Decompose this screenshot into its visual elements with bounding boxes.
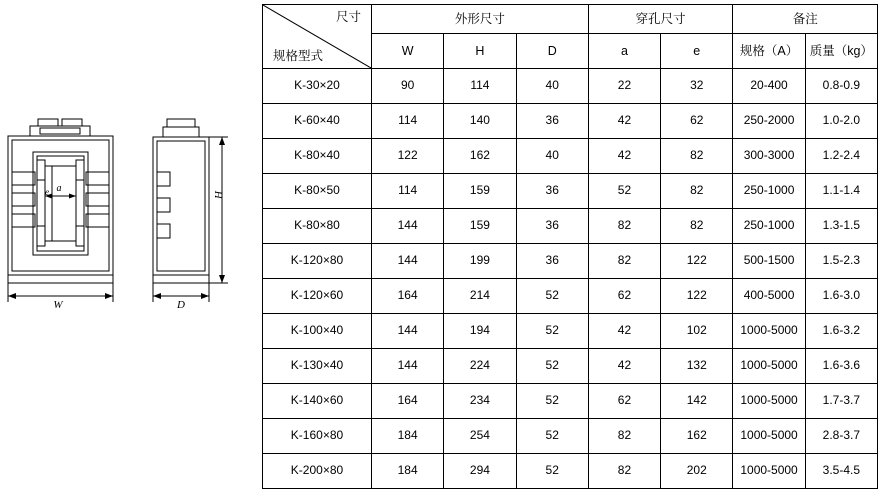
table-row bbox=[263, 384, 878, 419]
cell-mass: 1.7-3.7 bbox=[805, 384, 877, 419]
cell-D: 40 bbox=[516, 69, 588, 104]
cell-W: 144 bbox=[372, 209, 444, 244]
label-W: W bbox=[53, 299, 63, 311]
cell-e: 132 bbox=[661, 349, 733, 384]
cell-e: 82 bbox=[661, 139, 733, 174]
corner-label-top: 尺寸 bbox=[335, 10, 361, 24]
cell-mass: 2.8-3.7 bbox=[805, 419, 877, 454]
cell-e: 82 bbox=[661, 174, 733, 209]
cell-e: 122 bbox=[661, 279, 733, 314]
cell-model: K-200×80 bbox=[263, 454, 372, 489]
spec-table bbox=[262, 4, 878, 489]
cell-a: 82 bbox=[588, 244, 660, 279]
cell-current-spec: 400-5000 bbox=[733, 279, 805, 314]
table-row bbox=[263, 349, 878, 384]
cell-model: K-80×80 bbox=[263, 209, 372, 244]
table-row bbox=[263, 69, 878, 104]
cell-D: 36 bbox=[516, 174, 588, 209]
cell-mass: 1.2-2.4 bbox=[805, 139, 877, 174]
cell-a: 62 bbox=[588, 279, 660, 314]
cell-W: 164 bbox=[372, 279, 444, 314]
drawing-svg bbox=[0, 0, 262, 463]
cell-model: K-60×40 bbox=[263, 104, 372, 139]
cell-current-spec: 1000-5000 bbox=[733, 419, 805, 454]
cell-a: 82 bbox=[588, 454, 660, 489]
cell-H: 159 bbox=[444, 209, 516, 244]
cell-W: 144 bbox=[372, 244, 444, 279]
cell-mass: 0.8-0.9 bbox=[805, 69, 877, 104]
cell-H: 194 bbox=[444, 314, 516, 349]
cell-H: 214 bbox=[444, 279, 516, 314]
sub-header-D: D bbox=[516, 34, 588, 69]
cell-mass: 1.6-3.2 bbox=[805, 314, 877, 349]
group-header-hole-size: 穿孔尺寸 bbox=[588, 5, 733, 34]
cell-D: 40 bbox=[516, 139, 588, 174]
sub-header-current-spec: 规格（A） bbox=[733, 34, 805, 69]
cell-current-spec: 1000-5000 bbox=[733, 314, 805, 349]
cell-D: 52 bbox=[516, 384, 588, 419]
cell-model: K-120×80 bbox=[263, 244, 372, 279]
group-header-remark: 备注 bbox=[733, 5, 878, 34]
cell-current-spec: 250-2000 bbox=[733, 104, 805, 139]
label-D: D bbox=[177, 299, 185, 311]
cell-current-spec: 250-1000 bbox=[733, 174, 805, 209]
sub-header-W: W bbox=[372, 34, 444, 69]
cell-H: 224 bbox=[444, 349, 516, 384]
table-body bbox=[263, 69, 878, 489]
table-row bbox=[263, 139, 878, 174]
cell-W: 184 bbox=[372, 454, 444, 489]
cell-a: 62 bbox=[588, 384, 660, 419]
cell-model: K-80×50 bbox=[263, 174, 372, 209]
cell-mass: 1.5-2.3 bbox=[805, 244, 877, 279]
cell-a: 52 bbox=[588, 174, 660, 209]
table-row bbox=[263, 209, 878, 244]
cell-D: 52 bbox=[516, 454, 588, 489]
sub-header-mass: 质量（kg） bbox=[805, 34, 877, 69]
corner-label-bottom: 规格型式 bbox=[273, 48, 324, 63]
corner-header-cell bbox=[263, 5, 372, 69]
cell-W: 90 bbox=[372, 69, 444, 104]
label-H: H bbox=[213, 191, 225, 199]
cell-D: 36 bbox=[516, 104, 588, 139]
table-row bbox=[263, 279, 878, 314]
cell-model: K-120×60 bbox=[263, 279, 372, 314]
table-row bbox=[263, 244, 878, 279]
cell-e: 32 bbox=[661, 69, 733, 104]
cell-D: 36 bbox=[516, 209, 588, 244]
cell-H: 199 bbox=[444, 244, 516, 279]
cell-e: 82 bbox=[661, 209, 733, 244]
cell-W: 122 bbox=[372, 139, 444, 174]
cell-mass: 1.1-1.4 bbox=[805, 174, 877, 209]
table-head bbox=[263, 5, 878, 69]
cell-mass: 1.6-3.6 bbox=[805, 349, 877, 384]
group-header-outline-size: 外形尺寸 bbox=[372, 5, 589, 34]
cell-e: 162 bbox=[661, 419, 733, 454]
sub-header-a: a bbox=[588, 34, 660, 69]
cell-e: 202 bbox=[661, 454, 733, 489]
label-e: e bbox=[45, 187, 49, 197]
front-view bbox=[8, 119, 113, 302]
cell-model: K-100×40 bbox=[263, 314, 372, 349]
table-row bbox=[263, 454, 878, 489]
cell-W: 184 bbox=[372, 419, 444, 454]
cell-a: 22 bbox=[588, 69, 660, 104]
table-row bbox=[263, 174, 878, 209]
cell-model: K-140×60 bbox=[263, 384, 372, 419]
cell-a: 42 bbox=[588, 349, 660, 384]
cell-current-spec: 1000-5000 bbox=[733, 349, 805, 384]
cell-D: 52 bbox=[516, 314, 588, 349]
cell-a: 82 bbox=[588, 419, 660, 454]
cell-a: 42 bbox=[588, 139, 660, 174]
cell-current-spec: 300-3000 bbox=[733, 139, 805, 174]
cell-e: 122 bbox=[661, 244, 733, 279]
side-view bbox=[153, 119, 228, 302]
cell-mass: 1.6-3.0 bbox=[805, 279, 877, 314]
cell-H: 254 bbox=[444, 419, 516, 454]
sub-header-e: e bbox=[661, 34, 733, 69]
cell-W: 114 bbox=[372, 104, 444, 139]
cell-H: 162 bbox=[444, 139, 516, 174]
product-drawing bbox=[0, 0, 262, 463]
cell-W: 144 bbox=[372, 314, 444, 349]
cell-H: 234 bbox=[444, 384, 516, 419]
sub-header-H: H bbox=[444, 34, 516, 69]
cell-D: 52 bbox=[516, 349, 588, 384]
cell-model: K-80×40 bbox=[263, 139, 372, 174]
table-row bbox=[263, 104, 878, 139]
cell-a: 82 bbox=[588, 209, 660, 244]
cell-current-spec: 1000-5000 bbox=[733, 454, 805, 489]
cell-e: 142 bbox=[661, 384, 733, 419]
cell-H: 294 bbox=[444, 454, 516, 489]
cell-W: 114 bbox=[372, 174, 444, 209]
cell-mass: 1.3-1.5 bbox=[805, 209, 877, 244]
cell-a: 42 bbox=[588, 314, 660, 349]
cell-current-spec: 500-1500 bbox=[733, 244, 805, 279]
cell-D: 52 bbox=[516, 419, 588, 454]
cell-mass: 1.0-2.0 bbox=[805, 104, 877, 139]
cell-e: 62 bbox=[661, 104, 733, 139]
cell-H: 159 bbox=[444, 174, 516, 209]
cell-current-spec: 20-400 bbox=[733, 69, 805, 104]
cell-model: K-30×20 bbox=[263, 69, 372, 104]
cell-mass: 3.5-4.5 bbox=[805, 454, 877, 489]
cell-D: 52 bbox=[516, 279, 588, 314]
cell-current-spec: 1000-5000 bbox=[733, 384, 805, 419]
cell-current-spec: 250-1000 bbox=[733, 209, 805, 244]
cell-W: 144 bbox=[372, 349, 444, 384]
cell-e: 102 bbox=[661, 314, 733, 349]
table-row bbox=[263, 419, 878, 454]
label-a: a bbox=[56, 183, 62, 194]
cell-model: K-130×40 bbox=[263, 349, 372, 384]
header-row-1 bbox=[263, 5, 878, 34]
cell-H: 114 bbox=[444, 69, 516, 104]
cell-D: 36 bbox=[516, 244, 588, 279]
cell-H: 140 bbox=[444, 104, 516, 139]
cell-model: K-160×80 bbox=[263, 419, 372, 454]
spec-table-wrapper bbox=[262, 4, 880, 478]
cell-a: 42 bbox=[588, 104, 660, 139]
cell-W: 164 bbox=[372, 384, 444, 419]
table-row bbox=[263, 314, 878, 349]
